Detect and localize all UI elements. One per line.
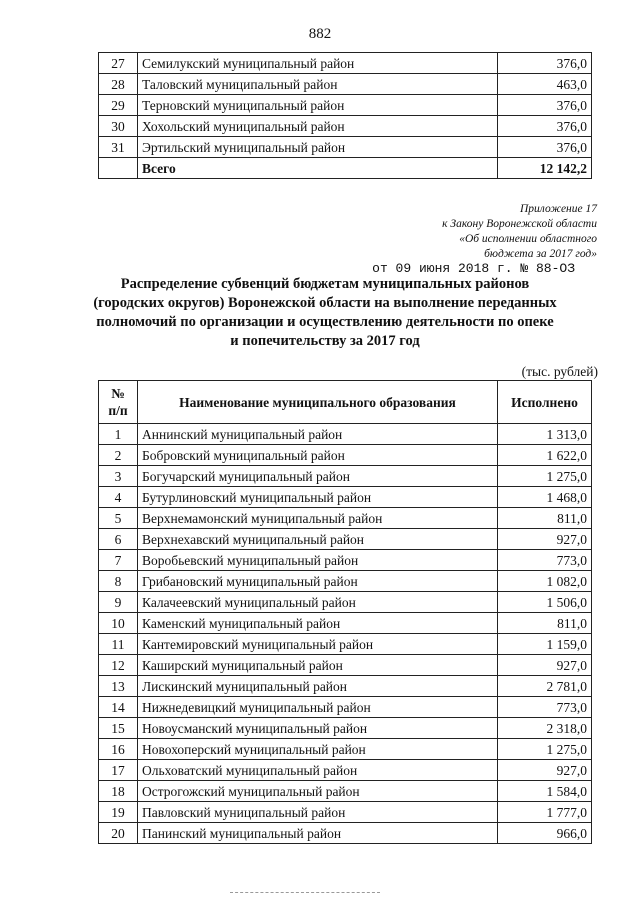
- row-number: 20: [99, 823, 138, 844]
- table-row: [99, 571, 592, 592]
- header-name: Наименование муниципального образования: [138, 381, 498, 424]
- executed-value: 1 584,0: [498, 781, 592, 802]
- row-number: 3: [99, 466, 138, 487]
- executed-value: 966,0: [498, 823, 592, 844]
- row-number: 14: [99, 697, 138, 718]
- municipality-name: Грибановский муниципальный район: [138, 571, 498, 592]
- row-number: 1: [99, 424, 138, 445]
- executed-value: 927,0: [498, 529, 592, 550]
- municipality-name: Терновский муниципальный район: [138, 95, 498, 116]
- executed-value: 376,0: [498, 53, 592, 74]
- executed-value: 2 318,0: [498, 718, 592, 739]
- executed-value: 1 082,0: [498, 571, 592, 592]
- appendix-line: Приложение 17: [519, 203, 597, 215]
- executed-value: 1 275,0: [498, 739, 592, 760]
- municipality-name: Острогожский муниципальный район: [138, 781, 498, 802]
- row-number: 8: [99, 571, 138, 592]
- municipality-name: Таловский муниципальный район: [138, 74, 498, 95]
- row-number: 27: [99, 53, 138, 74]
- document-title: [90, 275, 560, 351]
- footer-divider: [230, 892, 380, 893]
- table-row: [99, 613, 592, 634]
- municipality-name: Панинский муниципальный район: [138, 823, 498, 844]
- executed-value: 773,0: [498, 550, 592, 571]
- municipality-name: Новоусманский муниципальный район: [138, 718, 498, 739]
- subvention-table: [98, 380, 592, 844]
- municipality-name: Хохольский муниципальный район: [138, 116, 498, 137]
- row-number: 28: [99, 74, 138, 95]
- total-row: [99, 158, 592, 179]
- executed-value: 1 468,0: [498, 487, 592, 508]
- table-row: [99, 676, 592, 697]
- table-row: [99, 634, 592, 655]
- header-num: [99, 381, 138, 424]
- header-num-line2: п/п: [108, 403, 128, 418]
- row-number: 7: [99, 550, 138, 571]
- table-row: [99, 592, 592, 613]
- row-number: 18: [99, 781, 138, 802]
- executed-value: 927,0: [498, 655, 592, 676]
- table-row: [99, 95, 592, 116]
- executed-value: 773,0: [498, 697, 592, 718]
- title-line: и попечительству за 2017 год: [230, 333, 420, 349]
- table-row: [99, 550, 592, 571]
- executed-value: 811,0: [498, 508, 592, 529]
- row-number: 2: [99, 445, 138, 466]
- table-row: [99, 760, 592, 781]
- row-number: 15: [99, 718, 138, 739]
- table-row: [99, 137, 592, 158]
- executed-value: 1 506,0: [498, 592, 592, 613]
- table-row: [99, 739, 592, 760]
- row-number: 4: [99, 487, 138, 508]
- header-num-line1: №: [111, 386, 125, 401]
- row-number: 12: [99, 655, 138, 676]
- municipality-name: Кантемировский муниципальный район: [138, 634, 498, 655]
- table-header-row: [99, 381, 592, 424]
- executed-value: 1 159,0: [498, 634, 592, 655]
- executed-value: 463,0: [498, 74, 592, 95]
- executed-value: 1 622,0: [498, 445, 592, 466]
- total-label: Всего: [138, 158, 498, 179]
- table-row: [99, 53, 592, 74]
- row-number: 30: [99, 116, 138, 137]
- municipality-name: Воробьевский муниципальный район: [138, 550, 498, 571]
- executed-value: 1 777,0: [498, 802, 592, 823]
- municipality-name: Верхнемамонский муниципальный район: [138, 508, 498, 529]
- row-number: 19: [99, 802, 138, 823]
- title-line: (городских округов) Воронежской области на выполнение переданных: [93, 295, 557, 311]
- row-number: 31: [99, 137, 138, 158]
- municipality-name: Верхнехавский муниципальный район: [138, 529, 498, 550]
- row-number: 16: [99, 739, 138, 760]
- row-number: 17: [99, 760, 138, 781]
- municipality-name: Бутурлиновский муниципальный район: [138, 487, 498, 508]
- municipality-name: Аннинский муниципальный район: [138, 424, 498, 445]
- appendix-line: к Закону Воронежской области: [442, 218, 597, 230]
- table-row: [99, 466, 592, 487]
- total-num-cell: [99, 158, 138, 179]
- municipality-name: Павловский муниципальный район: [138, 802, 498, 823]
- table-row: [99, 718, 592, 739]
- row-number: 10: [99, 613, 138, 634]
- continuation-table: [98, 52, 592, 179]
- row-number: 29: [99, 95, 138, 116]
- row-number: 9: [99, 592, 138, 613]
- title-line: полномочий по организации и осуществлению деятельности по опеке: [96, 314, 554, 330]
- municipality-name: Семилукский муниципальный район: [138, 53, 498, 74]
- table-row: [99, 424, 592, 445]
- row-number: 5: [99, 508, 138, 529]
- total-value: 12 142,2: [498, 158, 592, 179]
- executed-value: 1 313,0: [498, 424, 592, 445]
- table-row: [99, 74, 592, 95]
- law-date-stamp: от 09 июня 2018 г. № 88-ОЗ: [372, 261, 575, 276]
- municipality-name: Богучарский муниципальный район: [138, 466, 498, 487]
- table-row: [99, 445, 592, 466]
- table-row: [99, 802, 592, 823]
- executed-value: 1 275,0: [498, 466, 592, 487]
- municipality-name: Ольховатский муниципальный район: [138, 760, 498, 781]
- municipality-name: Каширский муниципальный район: [138, 655, 498, 676]
- executed-value: 376,0: [498, 116, 592, 137]
- municipality-name: Новохоперский муниципальный район: [138, 739, 498, 760]
- row-number: 13: [99, 676, 138, 697]
- executed-value: 376,0: [498, 137, 592, 158]
- municipality-name: Лискинский муниципальный район: [138, 676, 498, 697]
- municipality-name: Нижнедевицкий муниципальный район: [138, 697, 498, 718]
- table-row: [99, 781, 592, 802]
- title-line: Распределение субвенций бюджетам муниципальных районов: [120, 276, 530, 292]
- units-label: (тыс. рублей): [521, 364, 598, 379]
- row-number: 6: [99, 529, 138, 550]
- table-row: [99, 823, 592, 844]
- table-row: [99, 697, 592, 718]
- table-row: [99, 116, 592, 137]
- page-number: 882: [308, 26, 332, 42]
- table-row: [99, 529, 592, 550]
- row-number: 11: [99, 634, 138, 655]
- municipality-name: Калачеевский муниципальный район: [138, 592, 498, 613]
- municipality-name: Каменский муниципальный район: [138, 613, 498, 634]
- appendix-note: [442, 202, 597, 262]
- executed-value: 811,0: [498, 613, 592, 634]
- table-row: [99, 655, 592, 676]
- table-row: [99, 487, 592, 508]
- municipality-name: Эртильский муниципальный район: [138, 137, 498, 158]
- executed-value: 2 781,0: [498, 676, 592, 697]
- appendix-line: бюджета за 2017 год»: [484, 248, 597, 260]
- executed-value: 927,0: [498, 760, 592, 781]
- table-row: [99, 508, 592, 529]
- header-value: Исполнено: [498, 381, 592, 424]
- municipality-name: Бобровский муниципальный район: [138, 445, 498, 466]
- executed-value: 376,0: [498, 95, 592, 116]
- appendix-line: «Об исполнении областного: [459, 233, 597, 245]
